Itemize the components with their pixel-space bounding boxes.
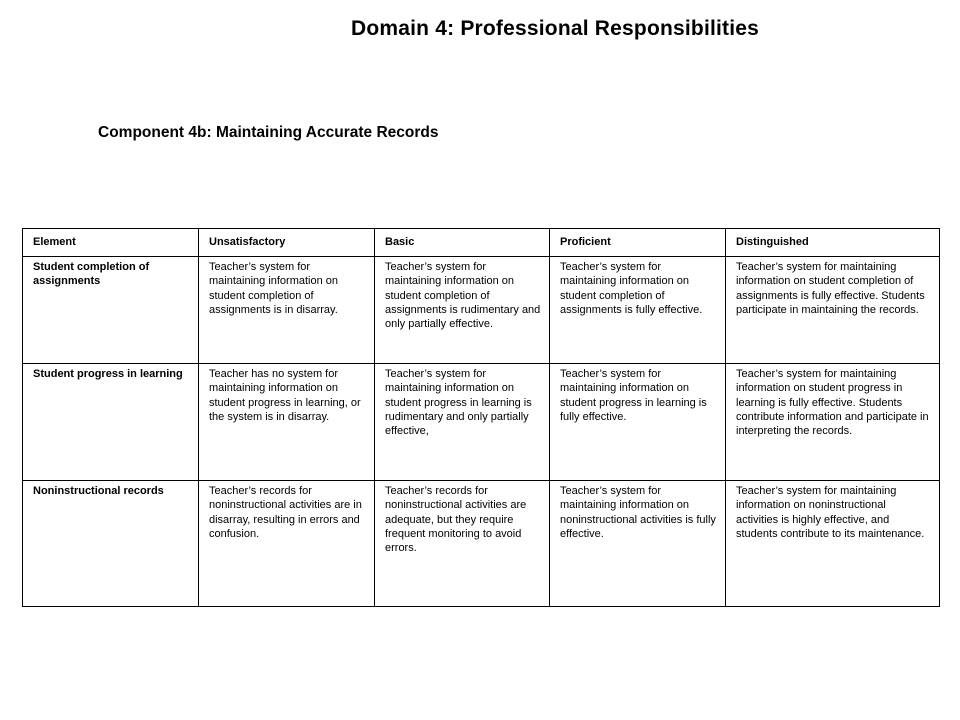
header-element: Element bbox=[23, 229, 199, 257]
header-proficient: Proficient bbox=[550, 229, 726, 257]
rubric-table bbox=[22, 228, 940, 607]
table-header-row bbox=[23, 229, 940, 257]
table-row bbox=[23, 257, 940, 364]
table-row bbox=[23, 481, 940, 607]
basic-cell: Teacher’s system for maintaining information on student completion of assignments is rudimentary and only partially effective. bbox=[375, 257, 550, 364]
distinguished-cell: Teacher’s system for maintaining information on student progress in learning is fully effective. Students contribute information and participate in interpreting the records. bbox=[726, 364, 940, 481]
unsatisfactory-cell: Teacher has no system for maintaining information on student progress in learning, or the system is in disarray. bbox=[199, 364, 375, 481]
header-distinguished: Distinguished bbox=[726, 229, 940, 257]
element-cell: Student progress in learning bbox=[23, 364, 199, 481]
element-cell: Student completion of assignments bbox=[23, 257, 199, 364]
distinguished-cell: Teacher’s system for maintaining information on noninstructional activities is highly effective, and students contribute to its maintenance. bbox=[726, 481, 940, 607]
header-unsatisfactory: Unsatisfactory bbox=[199, 229, 375, 257]
element-cell: Noninstructional records bbox=[23, 481, 199, 607]
header-basic: Basic bbox=[375, 229, 550, 257]
distinguished-cell: Teacher’s system for maintaining information on student completion of assignments is fully effective. Students participate in maintaining the records. bbox=[726, 257, 940, 364]
table-row bbox=[23, 364, 940, 481]
proficient-cell: Teacher’s system for maintaining information on student progress in learning is fully effective. bbox=[550, 364, 726, 481]
unsatisfactory-cell: Teacher’s records for noninstructional activities are in disarray, resulting in errors and confusion. bbox=[199, 481, 375, 607]
basic-cell: Teacher’s records for noninstructional activities are adequate, but they require frequent monitoring to avoid errors. bbox=[375, 481, 550, 607]
proficient-cell: Teacher’s system for maintaining information on noninstructional activities is fully effective. bbox=[550, 481, 726, 607]
basic-cell: Teacher’s system for maintaining information on student progress in learning is rudimentary and only partially effective, bbox=[375, 364, 550, 481]
proficient-cell: Teacher’s system for maintaining information on student completion of assignments is fully effective. bbox=[550, 257, 726, 364]
page-title: Domain 4: Professional Responsibilities bbox=[350, 17, 760, 40]
unsatisfactory-cell: Teacher’s system for maintaining information on student completion of assignments is in disarray. bbox=[199, 257, 375, 364]
component-subtitle: Component 4b: Maintaining Accurate Records bbox=[98, 124, 439, 141]
